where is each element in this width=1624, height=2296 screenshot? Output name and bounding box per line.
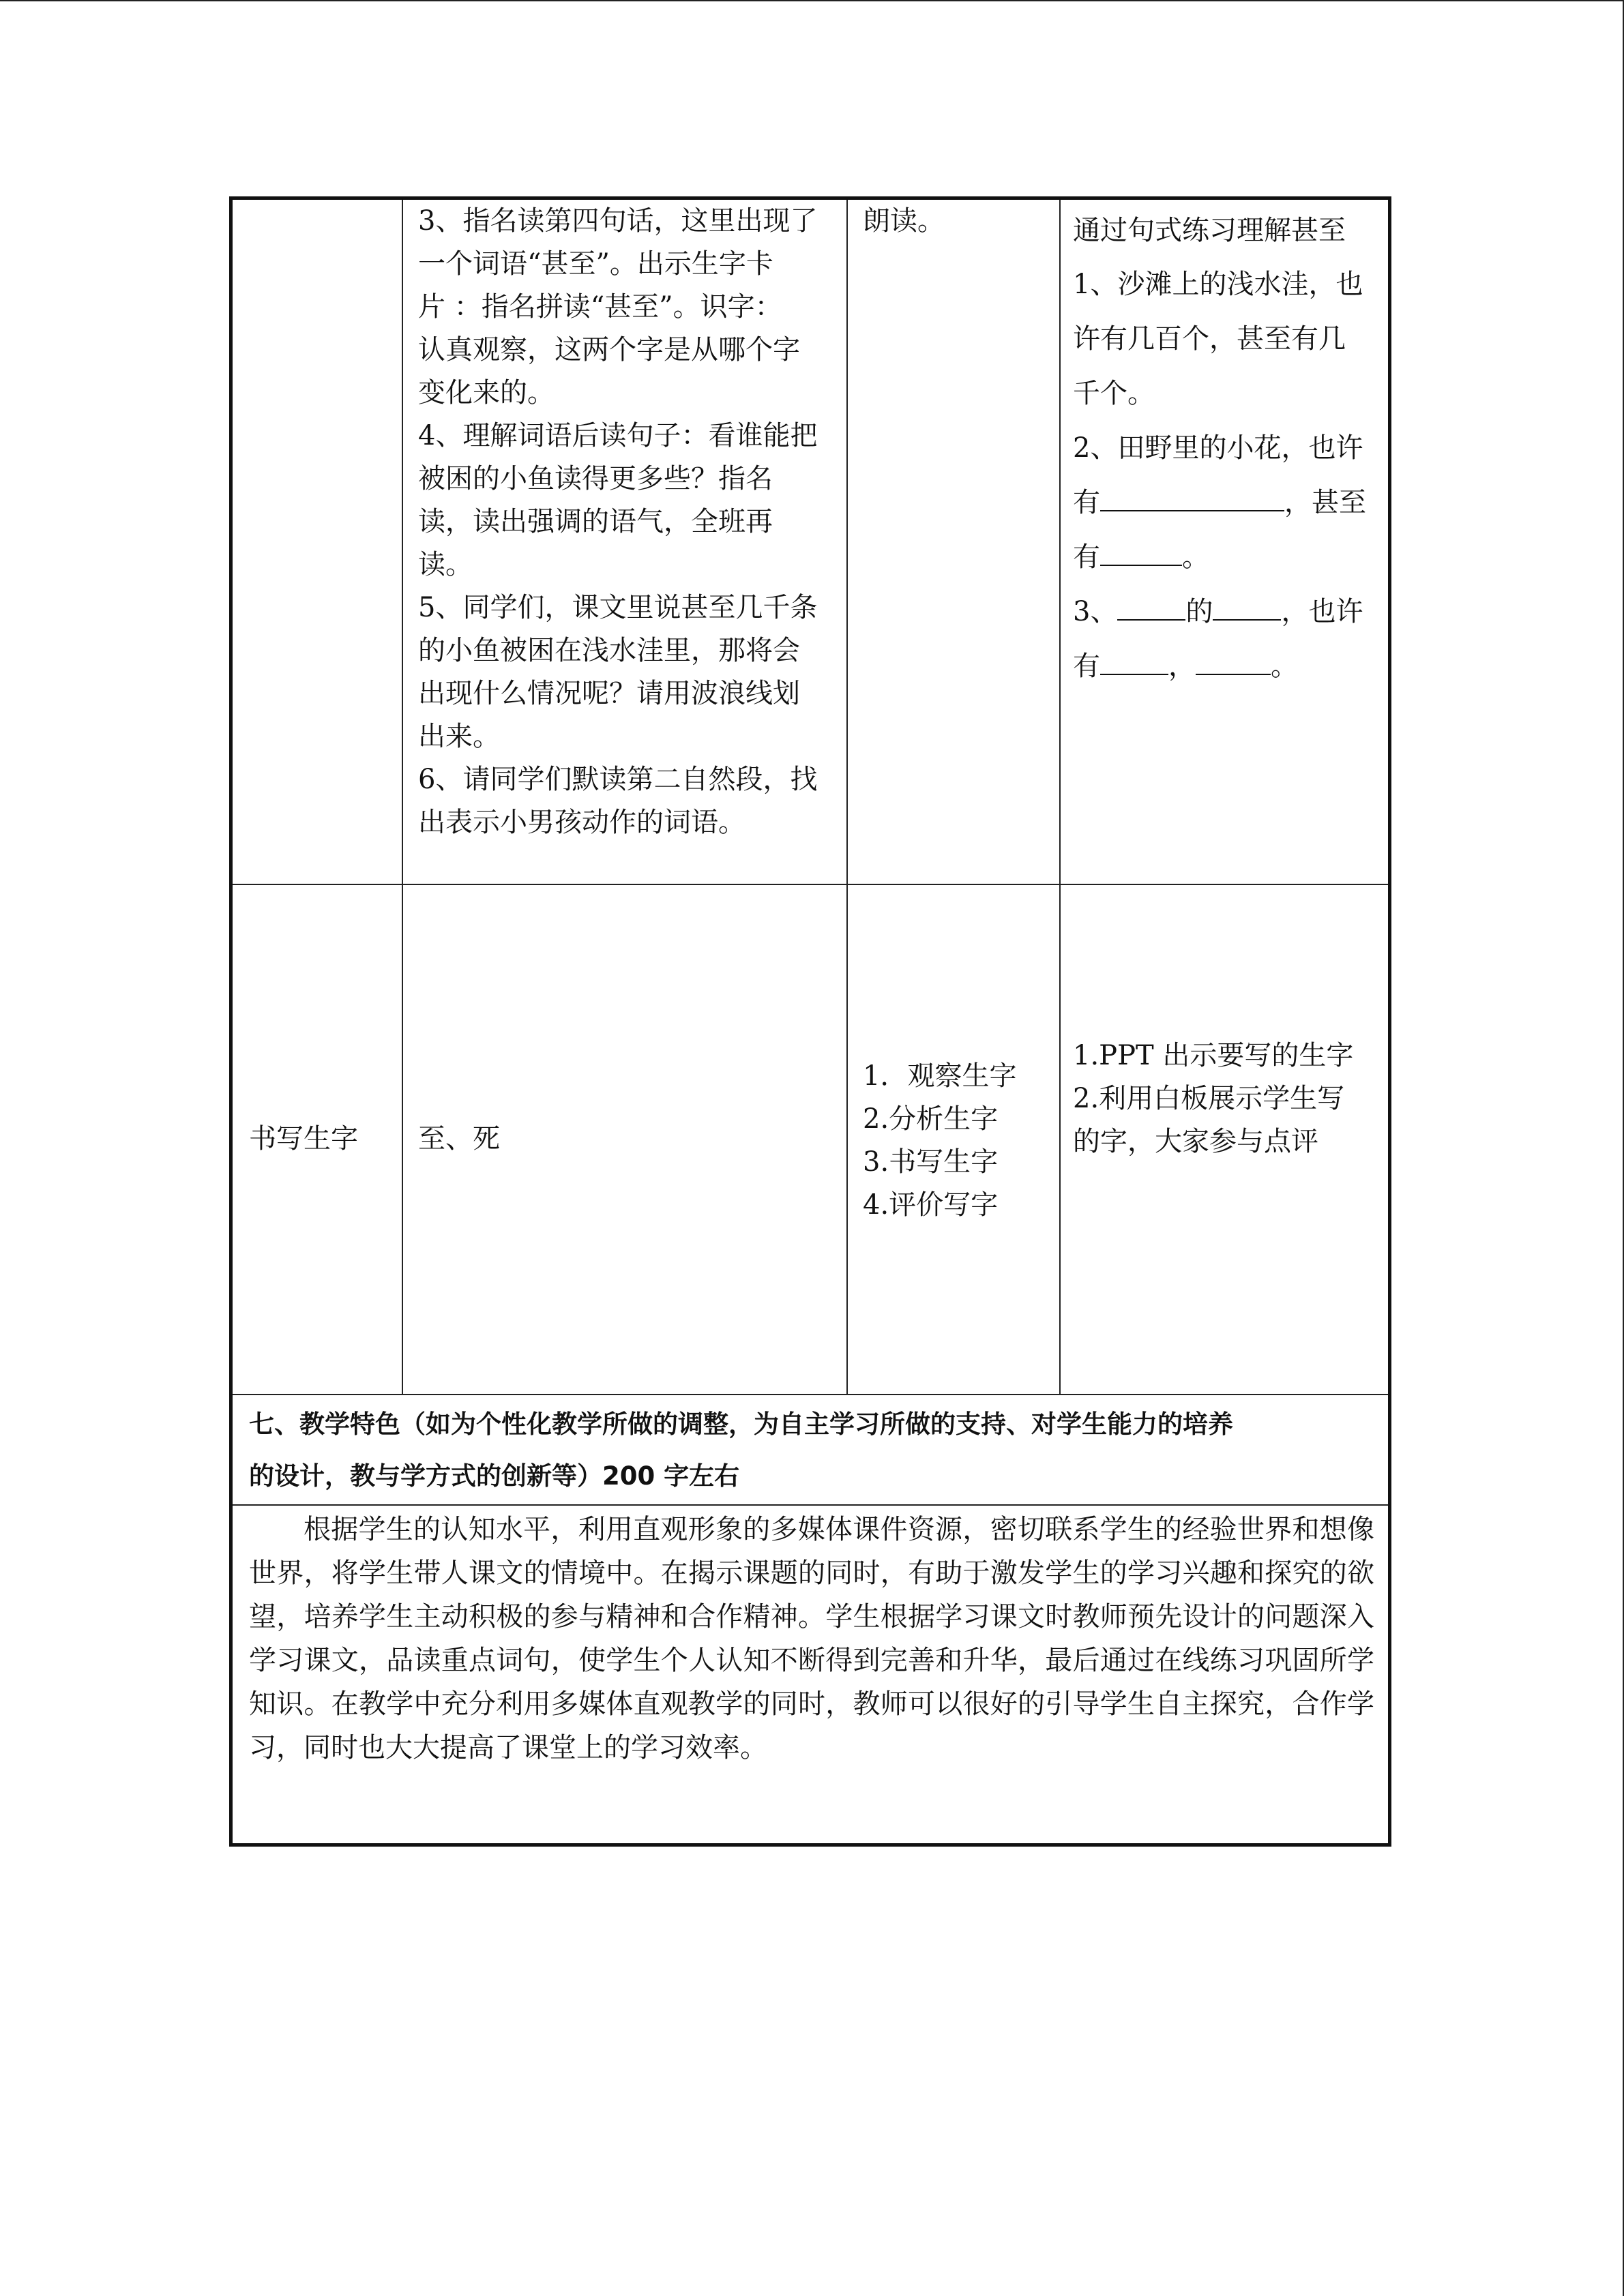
- practice-line: 千个。: [1073, 378, 1155, 409]
- lesson-plan-table: [229, 196, 1391, 1847]
- practice-line: 1、沙滩上的浅水洼，也: [1073, 269, 1363, 300]
- writing-content: 至、死: [418, 1123, 500, 1154]
- fill-blank: [1213, 592, 1281, 621]
- practice-text: 有: [1073, 651, 1100, 682]
- content-line: 6、请同学们默读第二自然段，找: [418, 764, 818, 795]
- content-line: 片 ：指名拼读“甚至”。识字：: [418, 291, 782, 323]
- content-line: 出来。: [418, 721, 500, 752]
- row-divider: [233, 1394, 1388, 1395]
- writing-media-cell: [1073, 1034, 1387, 1163]
- content-line: 出现什么情况呢？请用波浪线划: [418, 678, 800, 709]
- page-top-edge: [0, 0, 1624, 1]
- fill-blank: [1100, 537, 1182, 566]
- fill-blank: [1117, 592, 1185, 621]
- content-cell: [418, 200, 838, 844]
- activity-line: 2.分析生字: [863, 1103, 999, 1135]
- practice-fill-line: [1073, 530, 1380, 584]
- student-activity-text: 朗读。: [863, 205, 945, 237]
- student-activity-cell: [863, 200, 1047, 243]
- content-line: 认真观察，这两个字是从哪个字: [418, 334, 800, 366]
- stage-label: 书写生字: [249, 1123, 358, 1154]
- writing-content-cell: [418, 1118, 827, 1161]
- fill-blank: [1100, 483, 1284, 511]
- content-line: 3、指名读第四句话，这里出现了: [418, 205, 818, 237]
- section-heading-line: 七、教学特色（如为个性化教学所做的调整，为自主学习所做的支持、对学生能力的培养: [249, 1410, 1233, 1439]
- practice-title: 通过句式练习理解甚至: [1073, 215, 1346, 246]
- practice-line: 2、田野里的小花，也许: [1073, 432, 1363, 464]
- practice-text: ，: [1168, 651, 1196, 682]
- content-line: 读，读出强调的语气，全班再: [418, 506, 773, 537]
- column-divider: [846, 200, 848, 1395]
- practice-text: 的: [1185, 596, 1213, 627]
- practice-fill-line: [1073, 475, 1380, 530]
- row-divider: [233, 1504, 1388, 1506]
- practice-text: 3、: [1073, 596, 1118, 627]
- media-line: 2.利用白板展示学生写: [1073, 1083, 1345, 1114]
- column-divider: [1059, 200, 1061, 1395]
- practice-text: 。: [1182, 541, 1209, 573]
- practice-text: ，也许: [1281, 596, 1363, 627]
- media-line: 的字，大家参与点评: [1073, 1126, 1318, 1157]
- activity-line: 4.评价写字: [863, 1189, 999, 1221]
- section-heading-line: 的设计，教与学方式的创新等）200 字左右: [249, 1461, 740, 1491]
- fill-blank: [1100, 646, 1168, 675]
- row-divider: [233, 884, 1388, 885]
- content-line: 读。: [418, 549, 473, 580]
- stage-cell: [249, 1118, 392, 1161]
- activity-line: 3.书写生字: [863, 1146, 999, 1178]
- content-line: 出表示小男孩动作的词语。: [418, 807, 745, 838]
- practice-text: 有: [1073, 541, 1100, 573]
- section-heading: [249, 1399, 1374, 1502]
- media-line: 1.PPT 出示要写的生字: [1073, 1040, 1354, 1071]
- fill-blank: [1196, 646, 1271, 675]
- section-paragraph: 根据学生的认知水平，利用直观形象的多媒体课件资源，密切联系学生的经验世界和想像世界，将学生带人课文的情境中。在揭示课题的同时，有助于激发学生的学习兴趣和探究的欲望，培养学生主动积极的参与精神和合作精神。学生根据学习课文时教师预先设计的问题深入学习课文，品读重点词句，使学生个人认知不断得到完善和升华，最后通过在线练习巩固所学知识。在教学中充分利用多媒体直观教学的同时，教师可以很好的引导学生自主探究，合作学习，同时也大大提高了课堂上的学习效率。: [249, 1514, 1374, 1763]
- practice-text: 。: [1271, 651, 1298, 682]
- practice-fill-line: [1073, 584, 1380, 639]
- content-line: 5、同学们，课文里说甚至几千条: [418, 592, 818, 623]
- activity-line: 1．观察生字: [863, 1060, 1017, 1092]
- column-divider: [402, 200, 403, 1395]
- content-line: 变化来的。: [418, 377, 555, 408]
- content-line: 被困的小鱼读得更多些？指名: [418, 463, 773, 494]
- practice-text: 有: [1073, 487, 1100, 518]
- content-line: 4、理解词语后读句子：看谁能把: [418, 420, 818, 451]
- practice-cell: [1073, 204, 1380, 694]
- practice-line: 许有几百个，甚至有几: [1073, 323, 1346, 355]
- content-line: 一个词语“甚至”。出示生字卡: [418, 248, 773, 280]
- writing-activities-cell: [863, 1055, 1054, 1227]
- content-line: 的小鱼被困在浅水洼里，那将会: [418, 635, 800, 666]
- practice-fill-line: [1073, 639, 1380, 694]
- practice-text: ，甚至: [1284, 487, 1366, 518]
- section-body: [249, 1508, 1374, 1770]
